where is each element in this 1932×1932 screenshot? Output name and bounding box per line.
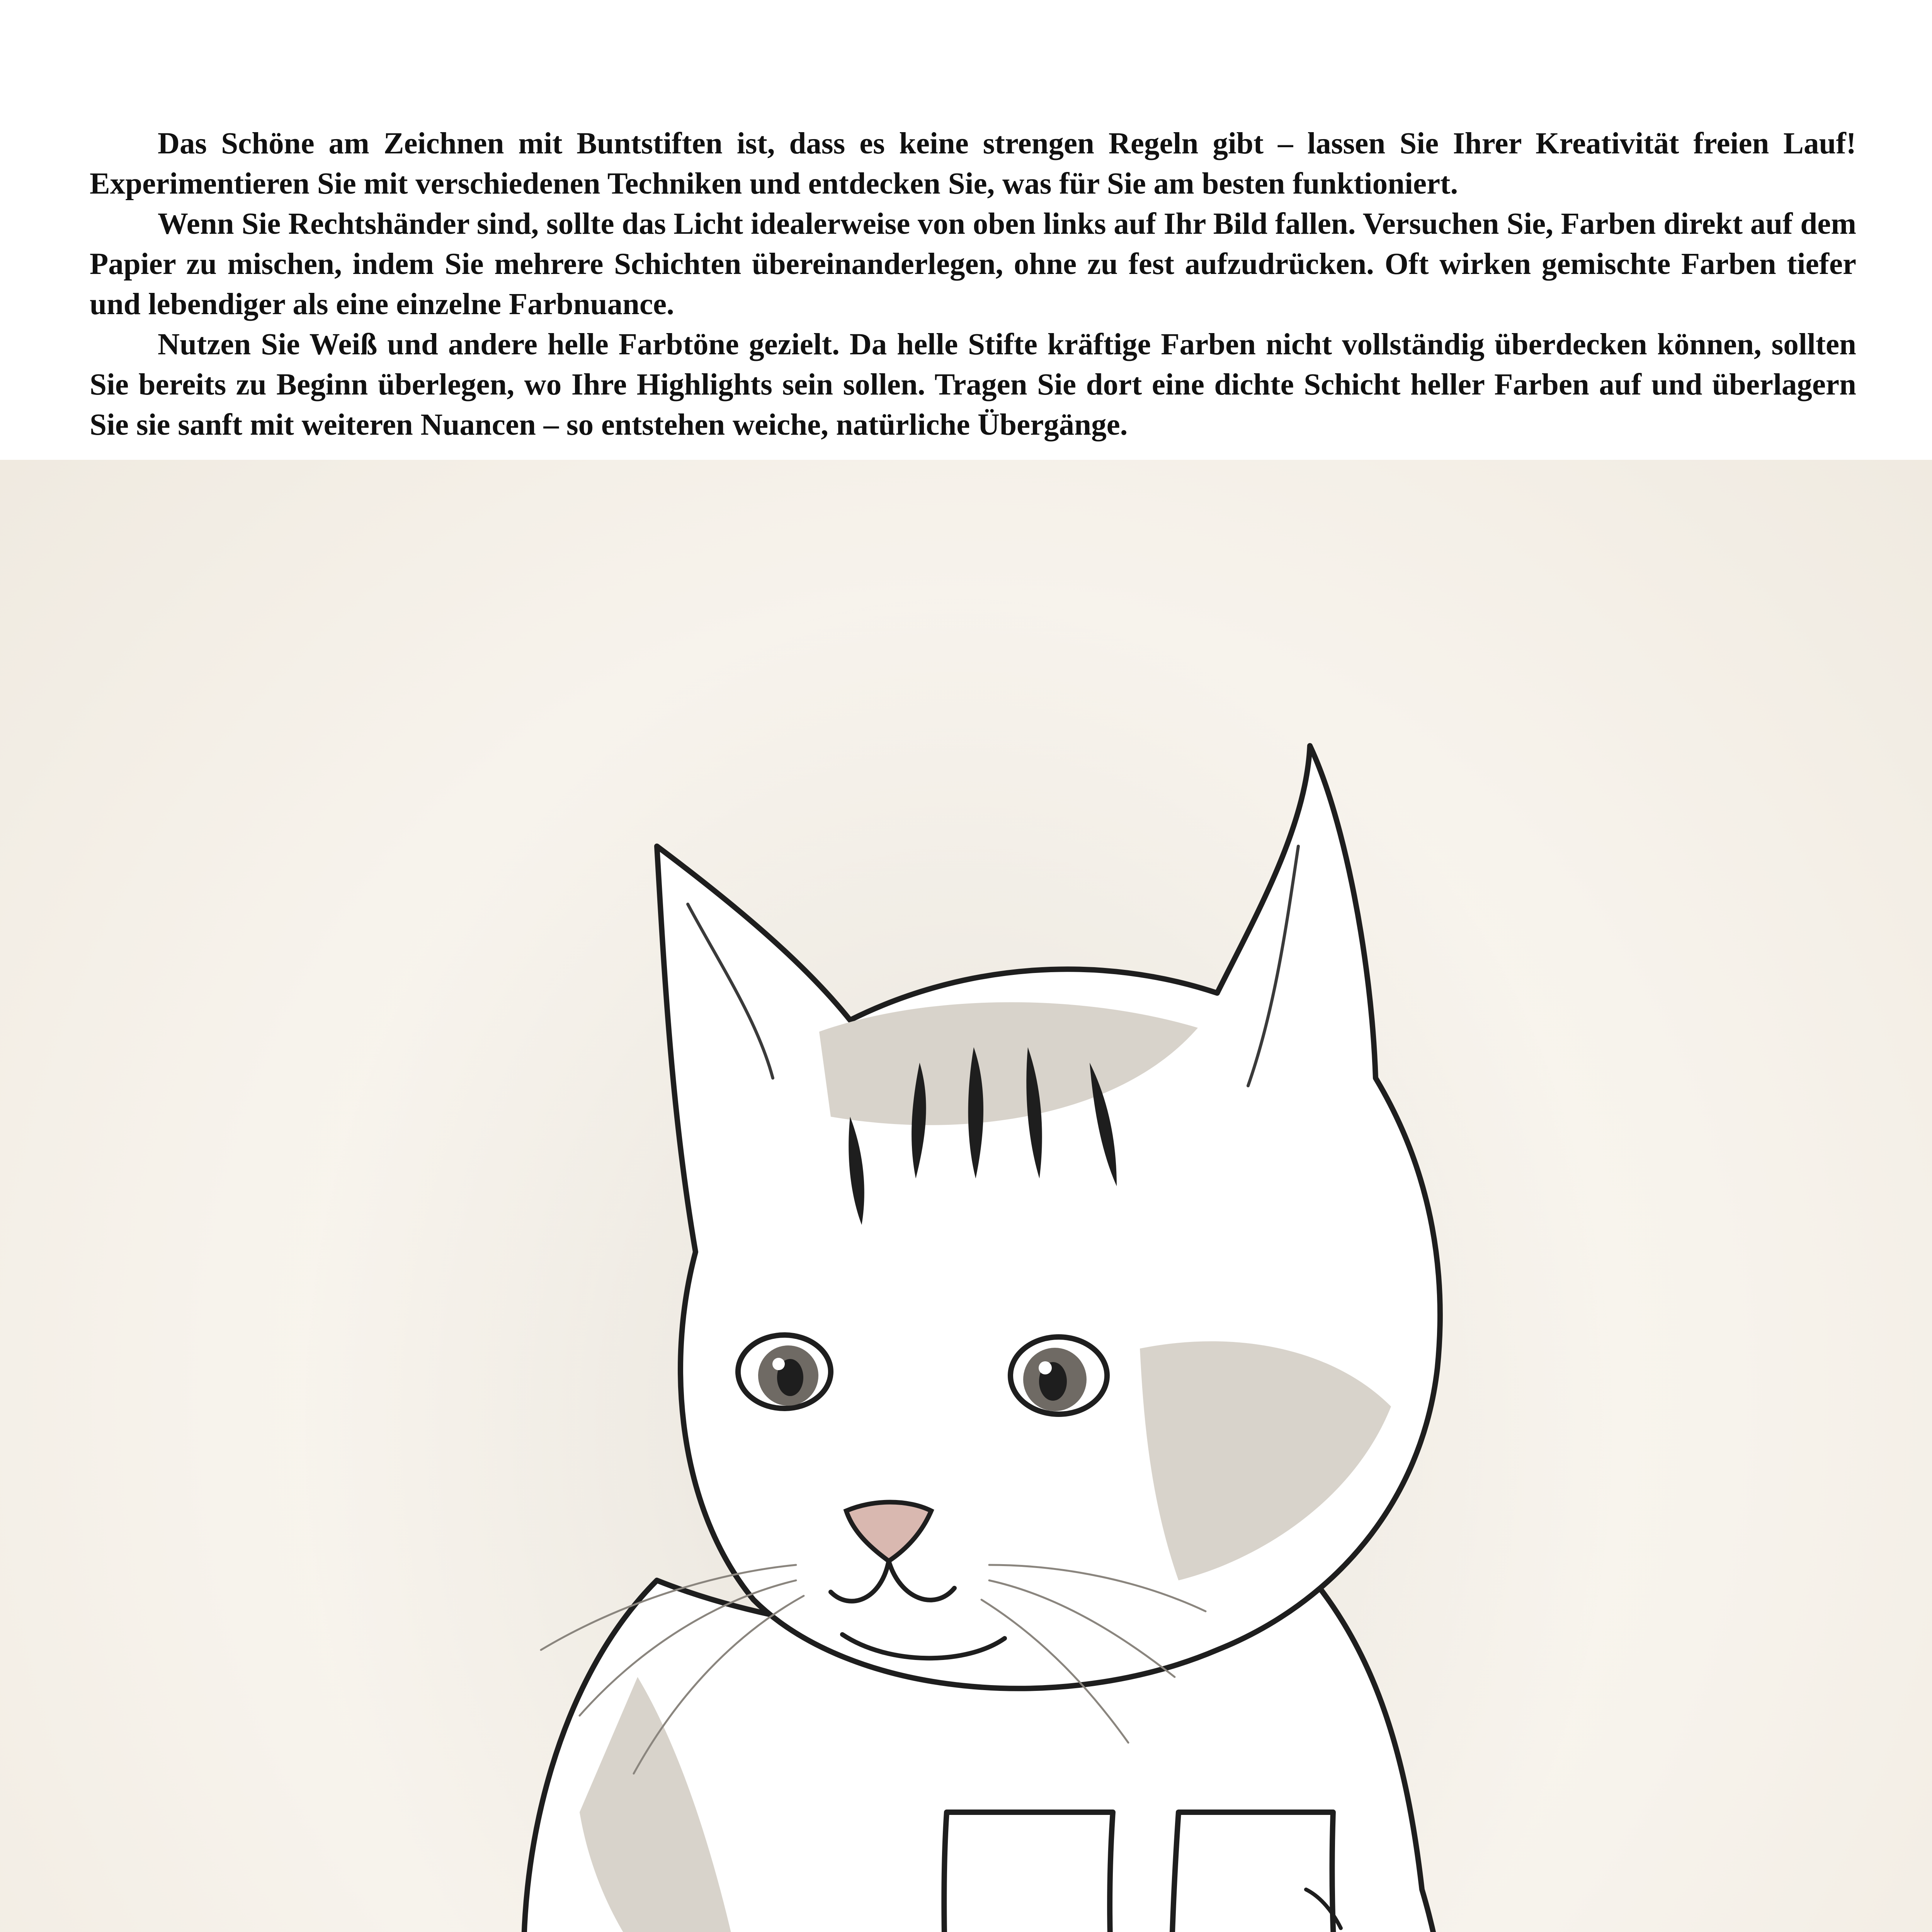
paragraph-1: Das Schöne am Zeichnen mit Buntstiften ist, dass es keine strengen Regeln gibt – lassen Sie Ihrer Kreativität freien Lauf! Experimentieren Sie mit verschiedenen Techniken und entdecken Sie, was für Sie am besten funktioniert. xyxy=(90,127,1856,201)
paragraph-2: Wenn Sie Rechtshänder sind, sollte das Licht idealerweise von oben links auf Ihr Bild fallen. Versuchen Sie, Farben direkt auf dem Papier zu mischen, indem Sie mehrere Schichten übereinanderlegen, ohne zu fest aufzudrücken. Oft wirken gemischte Farben tiefer und lebendiger als eine einzelne Farbnuance. xyxy=(90,207,1856,321)
instruction-text-block xyxy=(90,124,1856,445)
eye-left xyxy=(738,1335,831,1408)
cat-leg-left xyxy=(944,1812,1139,1932)
cat-illustration xyxy=(0,460,1932,1932)
eye-right xyxy=(1010,1337,1107,1414)
paragraph-3: Nutzen Sie Weiß und andere helle Farbtöne gezielt. Da helle Stifte kräftige Farben nicht vollständig überdecken können, sollten Sie bereits zu Beginn überlegen, wo Ihre Highlights sein sollen. Tragen Sie dort eine dichte Schicht heller Farben auf und überlagern Sie sie sanft mit weiteren Nuancen – so entstehen weiche, natürliche Übergänge. xyxy=(90,328,1856,442)
cat-drawing xyxy=(0,460,1932,1932)
